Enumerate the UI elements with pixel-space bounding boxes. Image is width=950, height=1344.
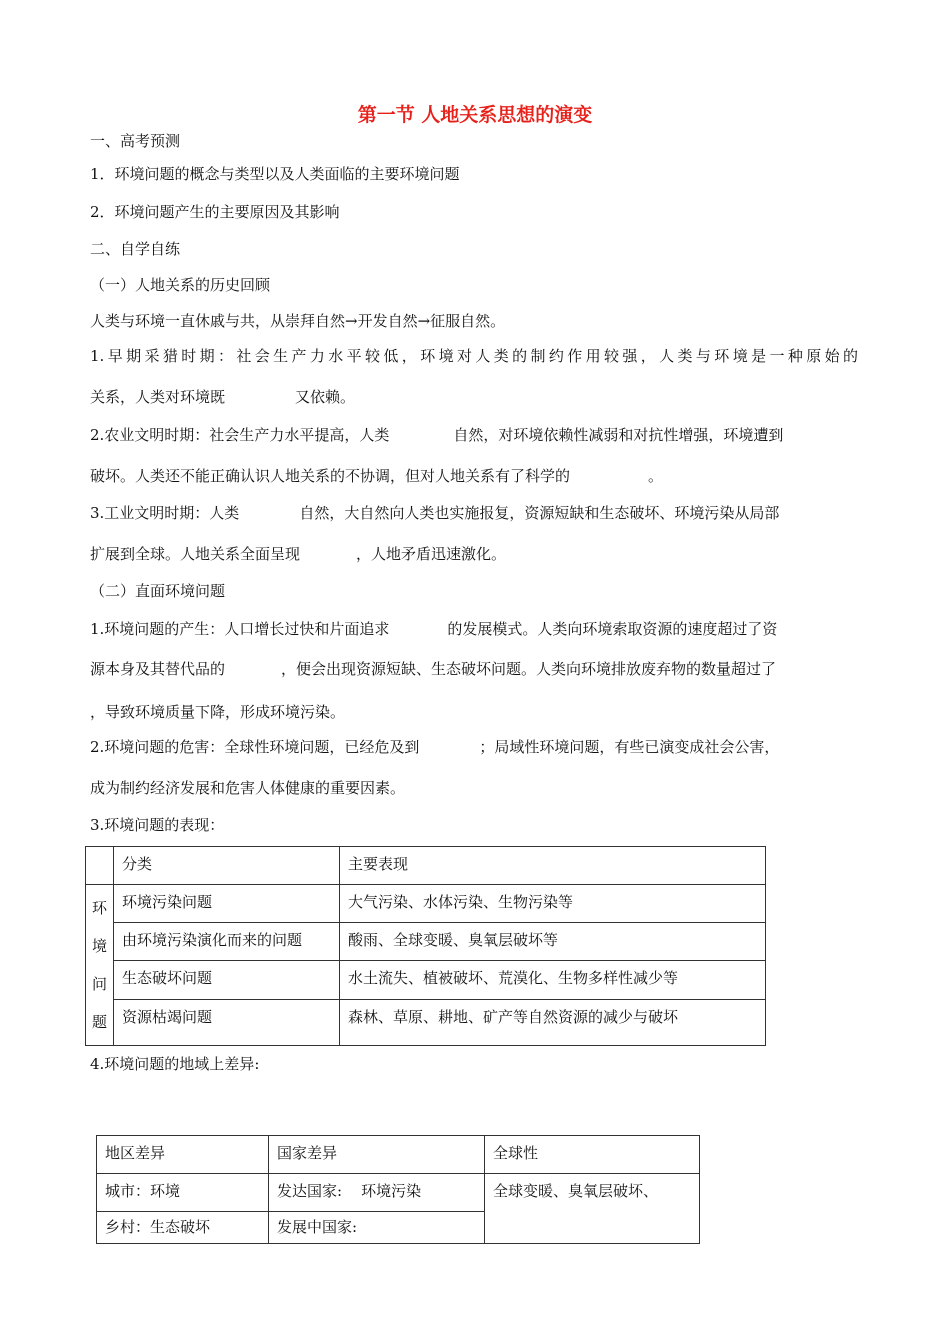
section-heading-forecast: 一、高考预测 [90,132,181,150]
agri-period-line1 [90,424,783,445]
harm-line2: 成为制约经济发展和危害人体健康的重要因素。 [90,779,406,797]
regional-table [96,1135,700,1244]
early-text-a: 关系，人类对环境既 [90,388,226,406]
header-region: 地区差异 [97,1136,269,1174]
cause-text-a: 1.环境问题的产生：人口增长过快和片面追求 [90,620,390,638]
agri-text-a: 2.农业文明时期：社会生产力水平提高，人类 [90,426,390,444]
harm-text-b: ；局域性环境问题，有些已演变成社会公害， [479,738,780,756]
side-label [86,885,114,1046]
subsection-env-problems: （二）直面环境问题 [90,582,226,600]
table-row-category: 资源枯竭问题 [114,999,340,1045]
side-char: 境 [91,937,107,955]
early-period-line1: 1.早期采猎时期：社会生产力水平较低，环境对人类的制约作用较强，人类与环境是一种原始的 [90,347,858,365]
header-manifestation: 主要表现 [340,847,766,885]
agri-text-d: 。 [648,467,664,485]
table-row-category: 由环境污染演化而来的问题 [114,923,340,961]
forecast-item-1: 1．环境问题的概念与类型以及人类面临的主要环境问题 [90,165,460,183]
table-corner [86,847,114,885]
cause-line3: ，导致环境质量下降，形成环境污染。 [90,703,346,721]
side-char: 问 [91,975,107,993]
cause-line1 [90,618,777,639]
cell-developing: 发展中国家: [269,1212,485,1244]
cause-text-c: 源本身及其替代品的 [90,660,226,678]
regional-heading: 4.环境问题的地域上差异: [90,1055,260,1073]
cause-text-d: ，便会出现资源短缺、生态破坏问题。人类向环境排放废弃物的数量超过了 [281,660,777,678]
industrial-period-line1 [90,502,779,523]
side-char: 题 [91,1013,107,1031]
forecast-item-2: 2．环境问题产生的主要原因及其影响 [90,203,340,221]
table-row-desc: 森林、草原、耕地、矿产等自然资源的减少与破坏 [340,999,766,1045]
ind-text-b: 自然，大自然向人类也实施报复，资源短缺和生态破坏、环境污染从局部 [299,504,780,522]
agri-period-line2 [90,465,663,486]
harm-line1 [90,736,779,757]
agri-text-c: 破坏。人类还不能正确认识人地关系的不协调，但对人地关系有了科学的 [90,467,571,485]
header-global: 全球性 [485,1136,700,1174]
ind-text-c: 扩展到全球。人地关系全面呈现 [90,545,301,563]
cell-developed: 发达国家: 环境污染 [269,1174,485,1212]
cell-city: 城市：环境 [97,1174,269,1212]
harm-text-a: 2.环境问题的危害：全球性环境问题，已经危及到 [90,738,420,756]
manifestation-heading: 3.环境问题的表现： [90,816,225,834]
header-category: 分类 [114,847,340,885]
table-row-desc: 水土流失、植被破坏、荒漠化、生物多样性减少等 [340,961,766,999]
industrial-period-line2 [90,543,506,564]
early-text-b: 又依赖。 [295,388,356,406]
subsection-history: （一）人地关系的历史回顾 [90,276,271,294]
table-row-desc: 酸雨、全球变暖、臭氧层破坏等 [340,923,766,961]
ind-text-a: 3.工业文明时期：人类 [90,504,240,522]
table-row-desc: 大气污染、水体污染、生物污染等 [340,885,766,923]
table-row-category: 环境污染问题 [114,885,340,923]
table-row-category: 生态破坏问题 [114,961,340,999]
page-title: 第一节 人地关系思想的演变 [357,104,593,126]
cell-global: 全球变暖、臭氧层破坏、 [485,1174,700,1244]
early-period-line2 [90,386,355,407]
manifestation-table [85,846,766,1046]
header-country: 国家差异 [269,1136,485,1174]
side-char: 环 [91,899,107,917]
section-heading-selfstudy: 二、自学自练 [90,240,181,258]
cell-rural: 乡村：生态破坏 [97,1212,269,1244]
cause-line2 [90,658,776,679]
history-intro: 人类与环境一直休戚与共，从崇拜自然→开发自然→征服自然。 [90,312,506,330]
cause-text-b: 的发展模式。人类向环境索取资源的速度超过了资 [447,620,778,638]
ind-text-d: ，人地矛盾迅速激化。 [356,545,507,563]
agri-text-b: 自然，对环境依赖性减弱和对抗性增强，环境遭到 [453,426,784,444]
